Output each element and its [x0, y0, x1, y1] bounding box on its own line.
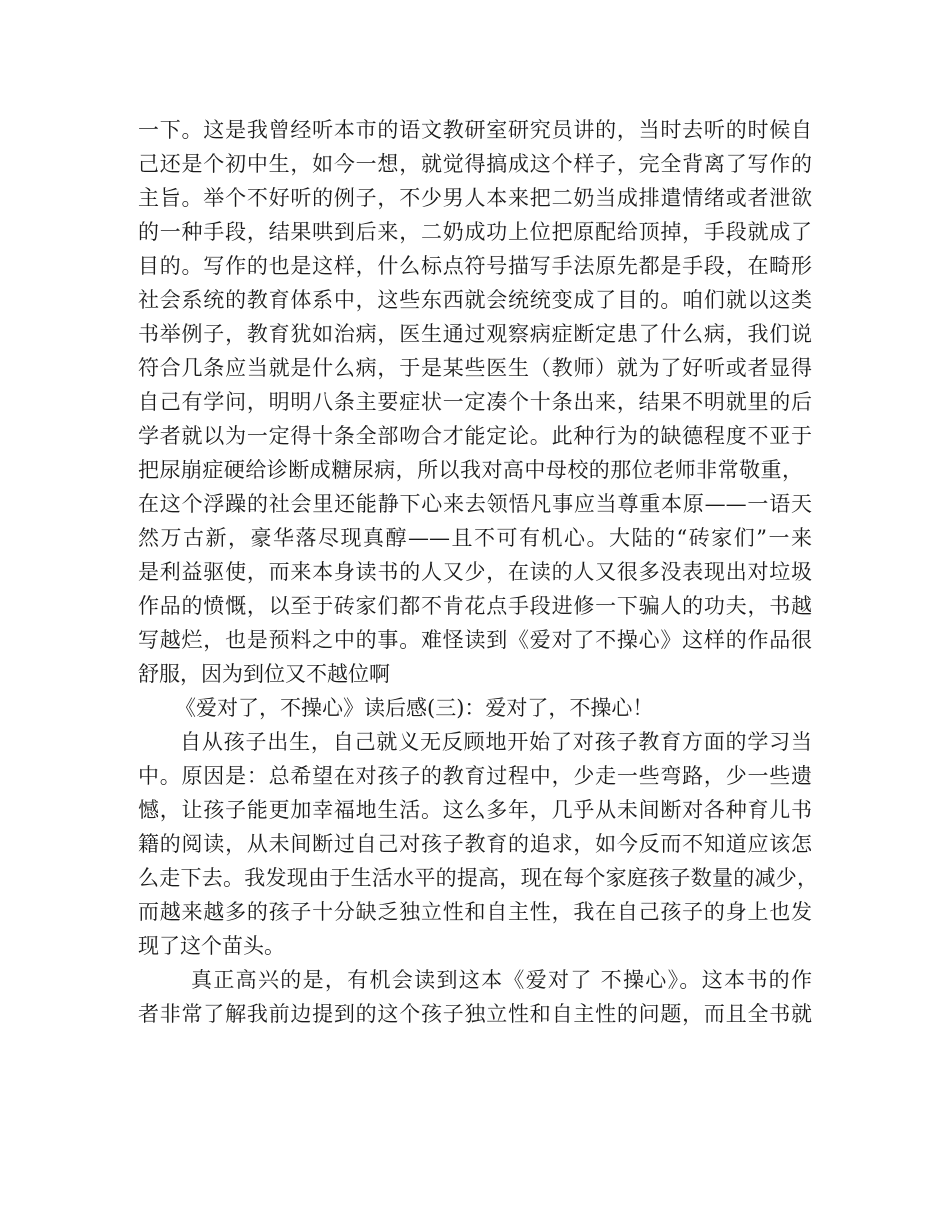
text-line: 在这个浮躁的社会里还能静下心来去领悟凡事应当尊重本原——一语天: [138, 492, 812, 516]
text-line: 一下。这是我曾经听本市的语文教研室研究员讲的，当时去听的时候自: [138, 118, 812, 142]
text-line: 主旨。举个不好听的例子，不少男人本来把二奶当成排遣情绪或者泄欲: [138, 186, 812, 210]
text-line: 么走下去。我发现由于生活水平的提高，现在每个家庭孩子数量的减少，: [138, 866, 818, 890]
text-line: 是利益驱使，而来本身读书的人又少，在读的人又很多没表现出对垃圾: [138, 560, 812, 584]
text-line: 写越烂，也是预料之中的事。难怪读到《爱对了不操心》这样的作品很: [138, 628, 812, 652]
text-line: 社会系统的教育体系中，这些东西就会统统变成了目的。咱们就以这类: [138, 288, 812, 312]
text-line: 目的。写作的也是这样，什么标点符号描写手法原先都是手段，在畸形: [138, 254, 812, 278]
text-line: 者非常了解我前边提到的这个孩子独立性和自主性的问题，而且全书就: [138, 1002, 812, 1026]
text-line: 符合几条应当就是什么病，于是某些医生（教师）就为了好听或者显得: [138, 356, 812, 380]
text-line: 中。原因是：总希望在对孩子的教育过程中，少走一些弯路，少一些遗: [138, 764, 812, 788]
text-line: 而越来越多的孩子十分缺乏独立性和自主性，我在自己孩子的身上也发: [138, 900, 812, 924]
text-line: 把尿崩症硬给诊断成糖尿病，所以我对高中母校的那位老师非常敬重，: [138, 458, 803, 482]
text-line: 现了这个苗头。: [138, 934, 285, 958]
text-line: 自己有学问，明明八条主要症状一定凑个十条出来，结果不明就里的后: [138, 390, 812, 414]
text-line: 作品的愤慨，以至于砖家们都不肯花点手段进修一下骗人的功夫，书越: [138, 594, 812, 618]
text-line: 的一种手段，结果哄到后来，二奶成功上位把原配给顶掉，手段就成了: [138, 220, 812, 244]
text-line: 学者就以为一定得十条全部吻合才能定论。此种行为的缺德程度不亚于: [138, 424, 812, 448]
text-line: 真正高兴的是，有机会读到这本《爱对了 不操心》。这本书的作: [191, 968, 812, 992]
text-line: 憾，让孩子能更加幸福地生活。这么多年，几乎从未间断对各种育儿书: [138, 798, 812, 822]
text-line: 书举例子，教育犹如治病，医生通过观察病症断定患了什么病，我们说: [138, 322, 812, 346]
text-line: 然万古新，豪华落尽现真醇——且不可有机心。大陆的“砖家们”一来: [138, 526, 812, 550]
text-line: 己还是个初中生，如今一想，就觉得搞成这个样子，完全背离了写作的: [138, 152, 812, 176]
text-line: 自从孩子出生，自己就义无反顾地开始了对孩子教育方面的学习当: [180, 730, 812, 754]
text-line: 籍的阅读，从未间断过自己对孩子教育的追求，如今反而不知道应该怎: [138, 832, 812, 856]
section-heading: 《爱对了，不操心》读后感(三)：爱对了，不操心！: [175, 696, 654, 720]
text-line: 舒服，因为到位又不越位啊: [138, 662, 390, 686]
